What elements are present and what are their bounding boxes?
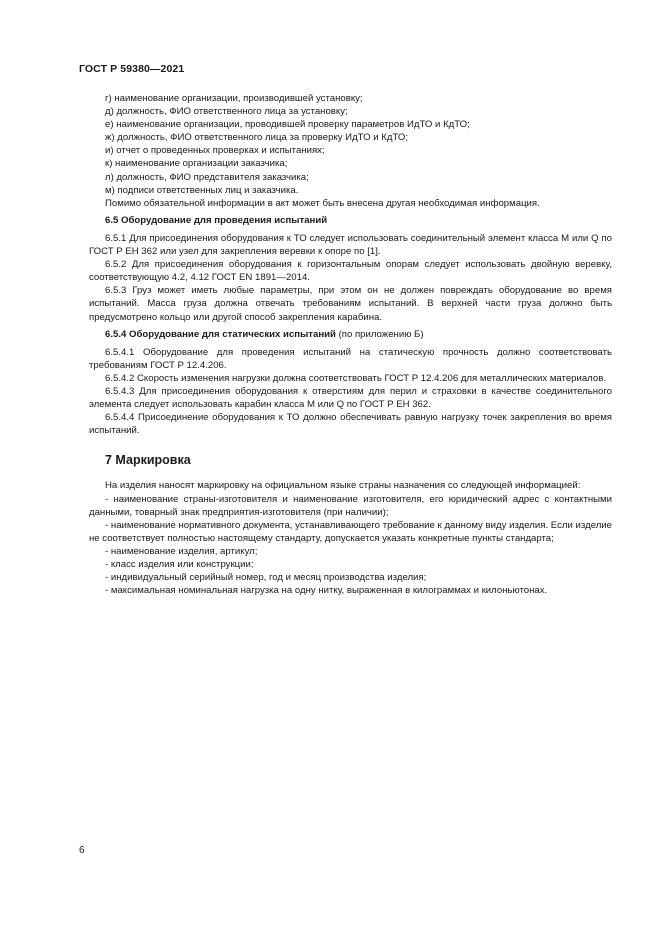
marking-item: - наименование нормативного документа, устанавливающего требование к данному виду изделия. Если изделие не соответствует полностью настоящему стандарту, допускается указать конкретные пункты стандарта; [89, 519, 612, 544]
section-6-5-4-title-note: (по приложению Б) [335, 328, 424, 340]
list-item: е) наименование организации, проводившей проверку параметров ИдТО и КдТО; [105, 119, 470, 131]
list-item: и) отчет о проведенных проверках и испытаниях; [105, 145, 325, 157]
section-6-5-4-title-text: 6.5.4 Оборудование для статических испытаний [105, 328, 336, 340]
list-item: ж) должность, ФИО ответственного лица за проверку ИдТО и КдТО; [105, 132, 408, 144]
section-7-intro: На изделия наносят маркировку на официальном языке страны назначения со следующей информацией: [105, 480, 581, 492]
section-7-title: 7 Маркировка [105, 453, 191, 468]
section-6-5-4-title [89, 328, 612, 341]
paragraph-6-5-4-3: 6.5.4.3 Для присоединения оборудования к отверстиям для перил и страховки в качестве соединительного элемента следует использовать карабин класса М или Q по ГОСТ Р ЕН 362. [89, 385, 612, 411]
list-item: м) подписи ответственных лиц и заказчика. [105, 184, 299, 196]
note-paragraph: Помимо обязательной информации в акт может быть внесена другая необходимая информация. [105, 197, 540, 209]
paragraph-6-5-3: 6.5.3 Груз может иметь любые параметры, при этом он не должен повреждать оборудование во время испытаний. Масса груза должна отвечать требованиям испытаний. В верхней части груза должно быть предусмотрено кольцо или другой способ закрепления карабина. [89, 285, 612, 323]
marking-item: - индивидуальный серийный номер, год и месяц производства изделия; [105, 572, 427, 584]
paragraph-6-5-4-4: 6.5.4.4 Присоединение оборудования к ТО должно обеспечивать равную нагрузку точек закрепления во время испытаний. [89, 412, 612, 437]
list-item: д) должность, ФИО ответственного лица за установку; [105, 106, 348, 118]
list-item: л) должность, ФИО представителя заказчика; [105, 171, 309, 183]
paragraph-6-5-4-1: 6.5.4.1 Оборудование для проведения испытаний на статическую прочность должно соответствовать требованиям ГОСТ Р 12.4.206. [89, 346, 612, 371]
marking-item: - класс изделия или конструкции; [105, 559, 254, 570]
list-item: к) наименование организации заказчика; [105, 158, 288, 170]
paragraph-6-5-1: 6.5.1 Для присоединения оборудования к ТО следует использовать соединительный элемент класса М или Q по ГОСТ Р ЕН 362 или узел для закрепления веревки к опоре по [1]. [89, 232, 612, 258]
paragraph-6-5-2: 6.5.2 Для присоединения оборудования к горизонтальным опорам следует использовать двойную веревку, соответствующую 4.2, 4.12 ГОСТ EN 1891—2014. [89, 259, 612, 284]
marking-item: - максимальная номинальная нагрузка на одну нитку, выраженная в килограммах и килоньютонах. [105, 585, 548, 597]
list-item: г) наименование организации, производившей установку; [105, 93, 363, 104]
marking-item: - наименование изделия, артикул; [105, 545, 258, 557]
document-body [89, 92, 612, 597]
page-number: 6 [79, 845, 85, 856]
section-6-5-title: 6.5 Оборудование для проведения испытаний [105, 214, 328, 226]
paragraph-6-5-4-2: 6.5.4.2 Скорость изменения нагрузки должна соответствовать ГОСТ Р 12.4.206 для металлических материалов. [105, 372, 606, 384]
marking-item: - наименование страны-изготовителя и наименование изготовителя, его юридический адрес с контактными данными, товарный знак предприятия-изготовителя (при наличии); [89, 493, 612, 518]
standard-header: ГОСТ Р 59380—2021 [79, 63, 185, 75]
